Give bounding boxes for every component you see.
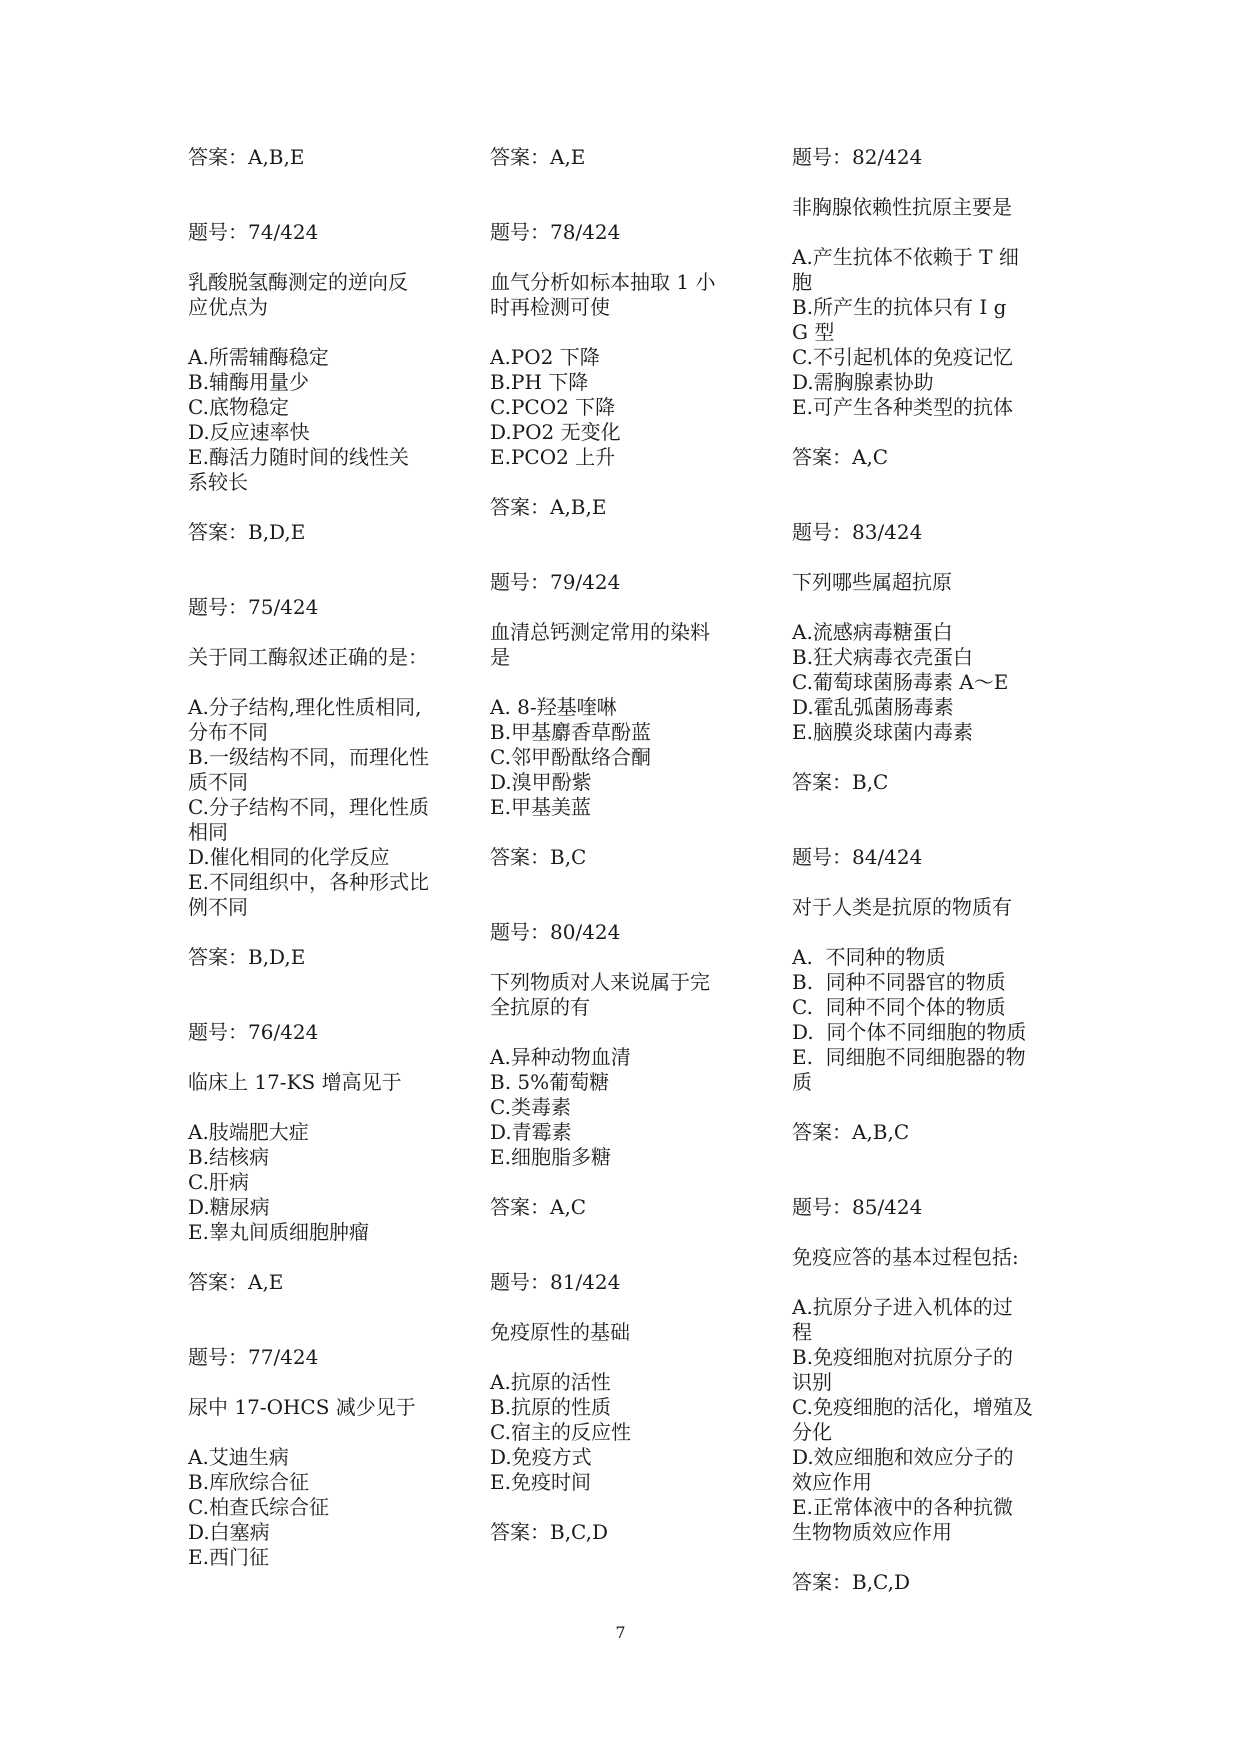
option-line: E.酶活力随时间的线性关	[188, 445, 409, 469]
text-line: 效应作用	[792, 1470, 872, 1494]
text-line: 血清总钙测定常用的染料	[490, 620, 710, 644]
text-line: 血气分析如标本抽取 1 小	[490, 270, 716, 294]
option-line: B.甲基麝香草酚蓝	[490, 720, 652, 744]
text-line: 质不同	[188, 770, 248, 794]
answer-line: 答案：B,C,D	[792, 1570, 911, 1594]
option-line: A.异种动物血清	[490, 1045, 631, 1069]
blank-line	[490, 1295, 760, 1320]
option-line: E.PCO2 上升	[490, 445, 616, 469]
blank-line	[188, 670, 458, 695]
text-line: 免疫应答的基本过程包括:	[792, 1245, 1019, 1269]
option-line: B.辅酶用量少	[188, 370, 310, 394]
blank-line	[188, 320, 458, 345]
blank-line	[188, 495, 458, 520]
option-line: D.糖尿病	[188, 1195, 270, 1219]
page-number: 7	[615, 1623, 626, 1642]
blank-line	[490, 1020, 760, 1045]
blank-line	[792, 545, 1062, 570]
answer-line: 答案：B,C,D	[490, 1520, 609, 1544]
blank-line	[188, 245, 458, 270]
blank-line	[792, 1095, 1062, 1120]
blank-line	[490, 870, 760, 895]
blank-line	[792, 795, 1062, 820]
answer-line: 答案：A,C	[490, 1195, 587, 1219]
option-line: E.甲基美蓝	[490, 795, 591, 819]
blank-line	[188, 170, 458, 195]
option-line: D.效应细胞和效应分子的	[792, 1445, 1014, 1469]
text-line: 胞	[792, 270, 812, 294]
option-line: E. 同细胞不同细胞器的物	[792, 1045, 1026, 1069]
blank-line	[792, 470, 1062, 495]
text-line: 质	[792, 1070, 812, 1094]
text-line: 时再检测可使	[490, 295, 610, 319]
answer-line: 答案：B,D,E	[188, 945, 306, 969]
question-number: 题号：74/424	[188, 220, 319, 244]
blank-line	[188, 545, 458, 570]
blank-line	[490, 545, 760, 570]
option-line: A.抗原的活性	[490, 1370, 611, 1394]
option-line: D.PO2 无变化	[490, 420, 621, 444]
option-line: B.库欣综合征	[188, 1470, 310, 1494]
text-line: 免疫原性的基础	[490, 1320, 630, 1344]
option-line: E.细胞脂多糖	[490, 1145, 611, 1169]
blank-line	[188, 1420, 458, 1445]
option-line: B. 同种不同器官的物质	[792, 970, 1006, 994]
blank-line	[490, 670, 760, 695]
text-line: 乳酸脱氢酶测定的逆向反	[188, 270, 408, 294]
blank-line	[188, 1320, 458, 1345]
option-line: B. 5%葡萄糖	[490, 1070, 610, 1094]
option-line: E.脑膜炎球菌内毒素	[792, 720, 973, 744]
option-line: D.需胸腺素协助	[792, 370, 934, 394]
option-line: B.PH 下降	[490, 370, 589, 394]
option-line: A. 不同种的物质	[792, 945, 946, 969]
option-line: A.分子结构,理化性质相同,	[188, 695, 422, 719]
option-line: E.西门征	[188, 1545, 269, 1569]
question-number: 题号：82/424	[792, 145, 923, 169]
question-column-1	[188, 145, 458, 1570]
option-line: B.免疫细胞对抗原分子的	[792, 1345, 1014, 1369]
option-line: E.正常体液中的各种抗微	[792, 1495, 1013, 1519]
option-line: D.白塞病	[188, 1520, 270, 1544]
blank-line	[792, 495, 1062, 520]
blank-line	[490, 195, 760, 220]
option-line: E.免疫时间	[490, 1470, 591, 1494]
text-line: 系较长	[188, 470, 248, 494]
blank-line	[490, 820, 760, 845]
option-line: D.催化相同的化学反应	[188, 845, 390, 869]
blank-line	[490, 520, 760, 545]
option-line: A.抗原分子进入机体的过	[792, 1295, 1013, 1319]
question-number: 题号：81/424	[490, 1270, 621, 1294]
option-line: C.分子结构不同，理化性质	[188, 795, 429, 819]
blank-line	[188, 1295, 458, 1320]
text-line: 识别	[792, 1370, 832, 1394]
text-line: 程	[792, 1320, 812, 1344]
option-line: D.免疫方式	[490, 1445, 592, 1469]
blank-line	[792, 220, 1062, 245]
option-line: E.可产生各种类型的抗体	[792, 395, 1013, 419]
blank-line	[490, 1495, 760, 1520]
option-line: A.产生抗体不依赖于 T 细	[792, 245, 1019, 269]
text-line: 是	[490, 645, 510, 669]
option-line: A.肢端肥大症	[188, 1120, 309, 1144]
blank-line	[490, 595, 760, 620]
blank-line	[792, 170, 1062, 195]
text-line: 应优点为	[188, 295, 268, 319]
question-number: 题号：83/424	[792, 520, 923, 544]
text-line: 分化	[792, 1420, 832, 1444]
option-line: A.艾迪生病	[188, 1445, 289, 1469]
option-line: B.抗原的性质	[490, 1395, 612, 1419]
blank-line	[188, 1370, 458, 1395]
blank-line	[490, 1345, 760, 1370]
option-line: E.不同组织中，各种形式比	[188, 870, 429, 894]
option-line: C.柏查氏综合征	[188, 1495, 329, 1519]
blank-line	[792, 1270, 1062, 1295]
blank-line	[188, 1095, 458, 1120]
option-line: C.底物稳定	[188, 395, 289, 419]
blank-line	[792, 870, 1062, 895]
blank-line	[490, 945, 760, 970]
question-column-2	[490, 145, 760, 1545]
blank-line	[792, 1220, 1062, 1245]
text-line: G 型	[792, 320, 835, 344]
option-line: C.PCO2 下降	[490, 395, 616, 419]
blank-line	[792, 820, 1062, 845]
blank-line	[792, 420, 1062, 445]
text-line: 对于人类是抗原的物质有	[792, 895, 1012, 919]
option-line: D.反应速率快	[188, 420, 310, 444]
question-number: 题号：75/424	[188, 595, 319, 619]
text-line: 尿中 17-OHCS 减少见于	[188, 1395, 416, 1419]
question-number: 题号：79/424	[490, 570, 621, 594]
blank-line	[490, 1170, 760, 1195]
question-number: 题号：85/424	[792, 1195, 923, 1219]
option-line: A. 8-羟基喹啉	[490, 695, 617, 719]
blank-line	[188, 920, 458, 945]
blank-line	[188, 995, 458, 1020]
option-line: B.狂犬病毒衣壳蛋白	[792, 645, 974, 669]
blank-line	[490, 320, 760, 345]
blank-line	[490, 1245, 760, 1270]
question-number: 题号：76/424	[188, 1020, 319, 1044]
blank-line	[188, 620, 458, 645]
answer-line: 答案：B,C	[792, 770, 889, 794]
blank-line	[490, 1220, 760, 1245]
blank-line	[188, 1045, 458, 1070]
blank-line	[792, 1545, 1062, 1570]
answer-line: 答案：A,E	[188, 1270, 284, 1294]
text-line: 非胸腺依赖性抗原主要是	[792, 195, 1012, 219]
option-line: B.结核病	[188, 1145, 270, 1169]
answer-line: 答案：B,D,E	[188, 520, 306, 544]
text-line: 关于同工酶叙述正确的是：	[188, 645, 428, 669]
question-number: 题号：80/424	[490, 920, 621, 944]
option-line: C.类毒素	[490, 1095, 571, 1119]
question-number: 题号：78/424	[490, 220, 621, 244]
text-line: 全抗原的有	[490, 995, 590, 1019]
option-line: C.肝病	[188, 1170, 249, 1194]
option-line: C.邻甲酚酞络合酮	[490, 745, 651, 769]
question-number: 题号：84/424	[792, 845, 923, 869]
text-line: 下列哪些属超抗原	[792, 570, 952, 594]
option-line: A.流感病毒糖蛋白	[792, 620, 953, 644]
question-number: 题号：77/424	[188, 1345, 319, 1369]
question-column-3	[792, 145, 1062, 1595]
option-line: C.宿主的反应性	[490, 1420, 631, 1444]
text-line: 分布不同	[188, 720, 268, 744]
option-line: A.所需辅酶稳定	[188, 345, 329, 369]
blank-line	[792, 595, 1062, 620]
blank-line	[188, 570, 458, 595]
text-line: 下列物质对人来说属于完	[490, 970, 710, 994]
blank-line	[490, 895, 760, 920]
text-line: 生物物质效应作用	[792, 1520, 952, 1544]
option-line: D.溴甲酚紫	[490, 770, 592, 794]
answer-line: 答案：A,B,E	[188, 145, 305, 169]
option-line: C.葡萄球菌肠毒素 A～E	[792, 670, 1009, 694]
blank-line	[792, 745, 1062, 770]
blank-line	[490, 245, 760, 270]
option-line: E.睾丸间质细胞肿瘤	[188, 1220, 369, 1244]
text-line: 例不同	[188, 895, 248, 919]
option-line: D.青霉素	[490, 1120, 572, 1144]
blank-line	[792, 1170, 1062, 1195]
blank-line	[188, 195, 458, 220]
answer-line: 答案：A,E	[490, 145, 586, 169]
blank-line	[490, 170, 760, 195]
option-line: C. 同种不同个体的物质	[792, 995, 1006, 1019]
text-line: 临床上 17-KS 增高见于	[188, 1070, 402, 1094]
blank-line	[188, 1245, 458, 1270]
option-line: D.霍乱弧菌肠毒素	[792, 695, 954, 719]
answer-line: 答案：A,C	[792, 445, 889, 469]
text-line: 相同	[188, 820, 228, 844]
answer-line: 答案：A,B,E	[490, 495, 607, 519]
blank-line	[188, 970, 458, 995]
option-line: D. 同个体不同细胞的物质	[792, 1020, 1027, 1044]
option-line: C.免疫细胞的活化，增殖及	[792, 1395, 1033, 1419]
blank-line	[792, 920, 1062, 945]
option-line: B.所产生的抗体只有 I g	[792, 295, 1007, 319]
option-line: B.一级结构不同，而理化性	[188, 745, 430, 769]
answer-line: 答案：B,C	[490, 845, 587, 869]
option-line: A.PO2 下降	[490, 345, 600, 369]
answer-line: 答案：A,B,C	[792, 1120, 910, 1144]
blank-line	[792, 1145, 1062, 1170]
option-line: C.不引起机体的免疫记忆	[792, 345, 1013, 369]
blank-line	[490, 470, 760, 495]
